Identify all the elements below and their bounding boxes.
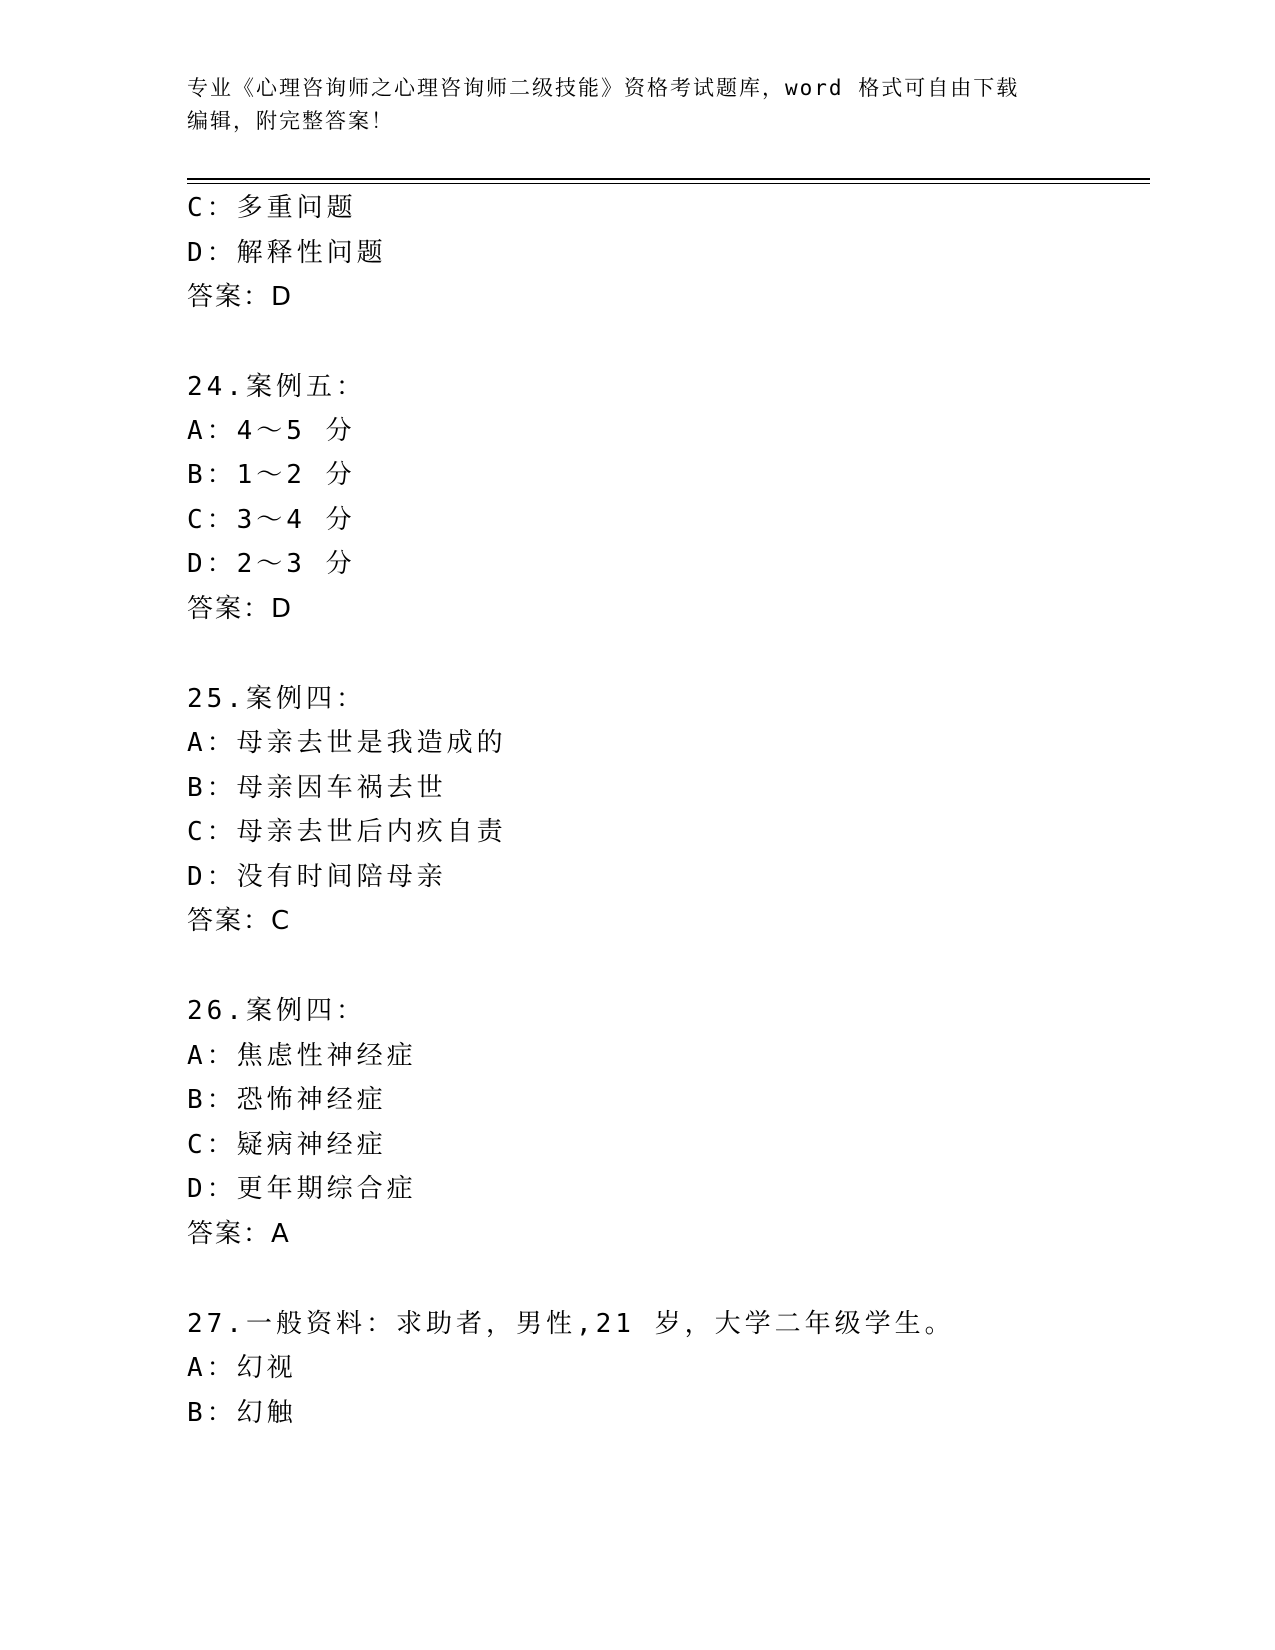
q25-answer: 答案：C bbox=[187, 906, 292, 936]
q26-option-c: C：疑病神经症 bbox=[187, 1130, 387, 1160]
q27-question: 27.一般资料：求助者，男性,21 岁，大学二年级学生。 bbox=[187, 1309, 955, 1339]
q27-option-b: B：幻触 bbox=[187, 1398, 297, 1428]
header-line-1: 专业《心理咨询师之心理咨询师二级技能》资格考试题库，word 格式可自由下载 bbox=[187, 76, 1020, 100]
q26-question: 26.案例四： bbox=[187, 996, 366, 1026]
document-header bbox=[187, 72, 1067, 138]
q24-option-d: D：2～3 分 bbox=[187, 549, 356, 579]
q25-option-b: B：母亲因车祸去世 bbox=[187, 773, 447, 803]
q25-option-a: A：母亲去世是我造成的 bbox=[187, 728, 507, 758]
prev-option-d: D：解释性问题 bbox=[187, 238, 387, 268]
q24-option-b: B：1～2 分 bbox=[187, 460, 356, 490]
q26-option-b: B：恐怖神经症 bbox=[187, 1085, 387, 1115]
header-divider-thin bbox=[187, 183, 1150, 184]
q24-question: 24.案例五： bbox=[187, 372, 366, 402]
q25-option-d: D：没有时间陪母亲 bbox=[187, 862, 447, 892]
q25-option-c: C：母亲去世后内疚自责 bbox=[187, 817, 507, 847]
q25-question: 25.案例四： bbox=[187, 684, 366, 714]
q26-option-d: D：更年期综合症 bbox=[187, 1174, 417, 1204]
header-divider-thick bbox=[187, 178, 1150, 180]
q27-option-a: A：幻视 bbox=[187, 1353, 297, 1383]
q24-option-a: A：4～5 分 bbox=[187, 416, 356, 446]
prev-answer: 答案：D bbox=[187, 282, 294, 312]
header-line-2: 编辑，附完整答案！ bbox=[187, 109, 394, 133]
q26-answer: 答案：A bbox=[187, 1219, 291, 1249]
q26-option-a: A：焦虑性神经症 bbox=[187, 1041, 417, 1071]
prev-option-c: C：多重问题 bbox=[187, 193, 357, 223]
q24-option-c: C：3～4 分 bbox=[187, 505, 356, 535]
q24-answer: 答案：D bbox=[187, 594, 294, 624]
